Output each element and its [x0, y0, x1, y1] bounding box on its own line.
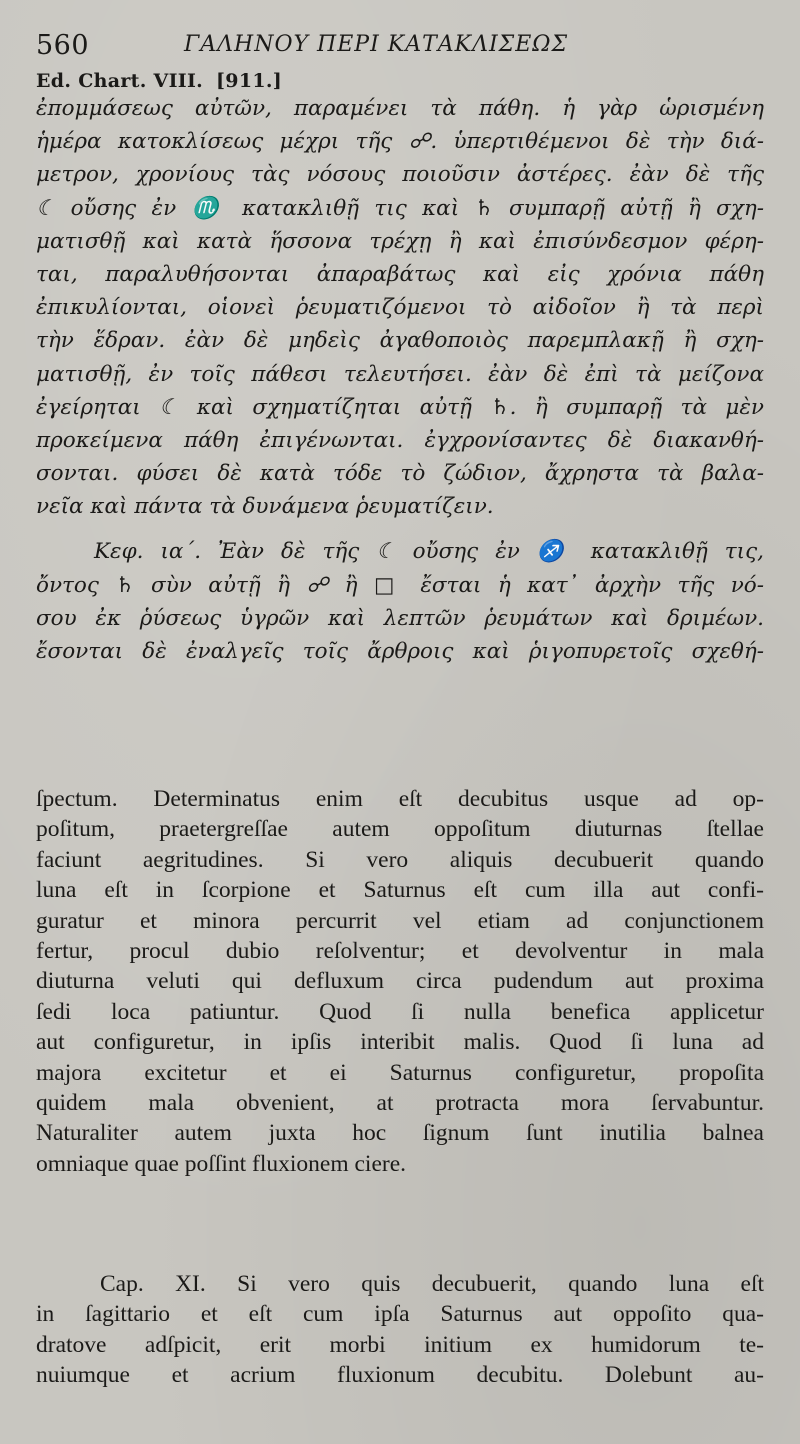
latin-chapter-line: Cap. XI. Si vero quis decubuerit, quando luna eſt — [100, 1271, 764, 1297]
edition-page-ref: [911.] — [216, 70, 283, 92]
greek-line: ἔσονται δὲ ἐναλγεῖς τοῖς ἄρθροις καὶ ῥιγοπυρετοῖς σχεθή- — [36, 639, 764, 664]
greek-line: ἐγείρηται ☾ καὶ σχηματίζηται αὐτῇ ♄. ἢ συμπαρῇ τὰ μὲν — [36, 394, 764, 420]
latin-line: diuturna veluti qui defluxum circa pudendum aut proxima — [36, 968, 764, 995]
greek-line: ἐπικυλίονται, οἱονεὶ ῥευματιζόμενοι τὸ αἰδοῖον ἢ τὰ περὶ — [36, 295, 764, 321]
latin-line: nuiumque et acrium fluxionum decubitu. Dolebunt au- — [36, 1362, 764, 1389]
greek-line: μετρον, χρονίους τὰς νόσους ποιοῦσιν ἀστέρες. ἐὰν δὲ τῆς — [36, 162, 764, 188]
greek-line: ἐπομμάσεως αὐτῶν, παραμένει τὰ πάθη. ἡ γὰρ ὡρισμένη — [36, 96, 764, 121]
greek-chapter-line: Κεφ. ια΄. Ἐὰν δὲ τῆς ☾ οὔσης ἐν ♐ κατακλιθῇ τις, — [94, 539, 764, 565]
edition-reference — [36, 70, 282, 92]
latin-line: poſitum, praetergreſſae autem oppoſitum diuturnas ſtellae — [36, 816, 764, 843]
greek-line: νεῖα καὶ πάντα τὰ δυνάμενα ῥευματίζειν. — [36, 494, 494, 520]
greek-line: ματισθῇ, ἐν τοῖς πάθεσι τελευτήσει. ἐὰν δὲ ἐπὶ τὰ μείζονα — [36, 361, 764, 387]
greek-line: προκείμενα πάθη ἐπιγένωνται. ἐγχρονίσαντες δὲ διακανθή- — [36, 427, 764, 453]
latin-line: quidem mala obvenient, at protracta mora ſervabuntur. — [36, 1089, 764, 1116]
latin-text-block — [36, 784, 764, 1179]
edition-label: Ed. Chart. VIII. — [36, 70, 204, 92]
latin-line: majora excitetur et ei Saturnus configuretur, propoſita — [36, 1059, 764, 1086]
latin-line: dratove adſpicit, erit morbi initium ex humidorum te- — [36, 1331, 764, 1358]
running-title: ΓΑΛΗΝΟΥ ΠΕΡΙ ΚΑΤΑΚΛΙΣΕΩΣ — [184, 32, 569, 57]
latin-line: omniaque quae poſſint fluxionem ciere. — [36, 1150, 407, 1177]
page-number: 560 — [36, 30, 90, 61]
greek-line: ☾ οὔσης ἐν ♏ κατακλιθῇ τις καὶ ♄ συμπαρῇ αὐτῇ ἢ σχη- — [36, 195, 764, 221]
page-header — [36, 30, 776, 64]
latin-line: ſpectum. Determinatus enim eſt decubitus usque ad op- — [36, 786, 764, 812]
greek-line: ται, παραλυθήσονται ἀπαραβάτως καὶ εἰς χρόνια πάθη — [36, 261, 764, 287]
latin-line: in ſagittario et eſt cum ipſa Saturnus aut oppoſito qua- — [36, 1301, 764, 1328]
greek-text-block — [36, 92, 764, 668]
greek-line: ματισθῇ καὶ κατὰ ἥσσονα τρέχῃ ἢ καὶ ἐπισύνδεσμον φέρη- — [36, 228, 764, 254]
latin-line: luna eſt in ſcorpione et Saturnus eſt cum illa aut confi- — [36, 877, 764, 904]
greek-line: ἡμέρα κατοκλίσεως μέχρι τῆς ☍. ὑπερτιθέμενοι δὲ τὴν διά- — [36, 129, 764, 155]
greek-line: τὴν ἕδραν. ἐὰν δὲ μηδεὶς ἀγαθοποιὸς παρεμπλακῇ ἢ σχη- — [36, 328, 764, 354]
latin-line: guratur et minora percurrit vel etiam ad conjunctionem — [36, 907, 764, 934]
greek-line: σου ἐκ ῥύσεως ὑγρῶν καὶ λεπτῶν ῥευμάτων καὶ δριμέων. — [36, 605, 764, 631]
latin-line: ſedi loca patiuntur. Quod ſi nulla benefica applicetur — [36, 998, 764, 1025]
greek-line: σονται. φύσει δὲ κατὰ τόδε τὸ ζώδιον, ἄχρηστα τὰ βαλα- — [36, 461, 764, 487]
latin-line: Naturaliter autem juxta hoc ſignum ſunt inutilia balnea — [36, 1120, 764, 1147]
latin-line: aut configuretur, in ipſis interibit malis. Quod ſi luna ad — [36, 1029, 764, 1056]
latin-line: fertur, procul dubio reſolventur; et devolventur in mala — [36, 937, 764, 964]
greek-line: ὄντος ♄ σὺν αὐτῇ ἢ ☍ ἢ □ ἔσται ἡ κατ᾽ ἀρχὴν τῆς νό- — [36, 572, 764, 598]
latin-chapter-block — [36, 1269, 764, 1391]
latin-line: faciunt aegritudines. Si vero aliquis decubuerit quando — [36, 846, 764, 873]
